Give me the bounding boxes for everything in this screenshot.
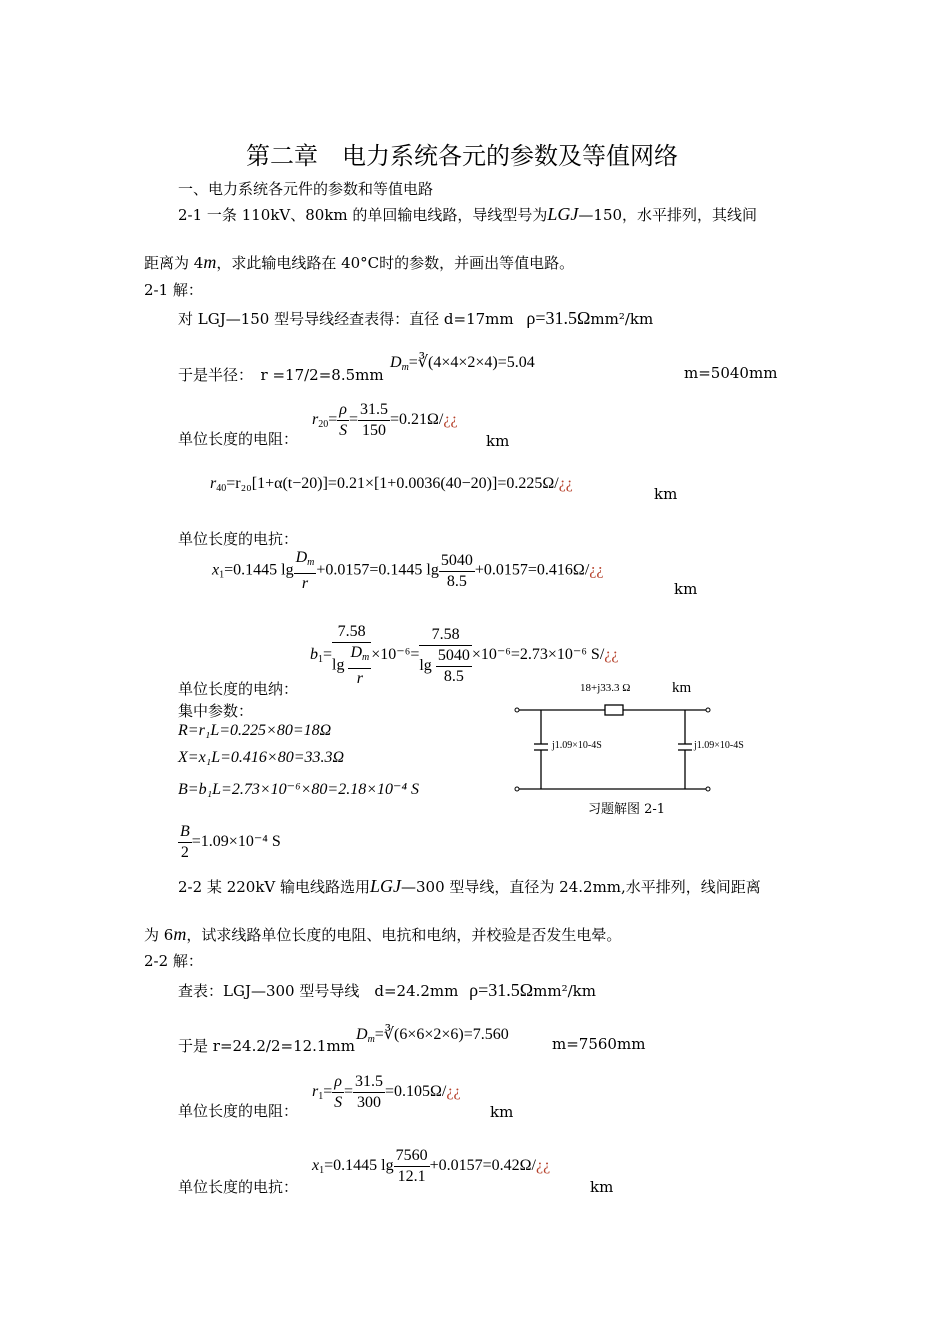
r1-eq-2-2: $r_1=$ $\frac{\rho}{S}$ = $\frac{31.5}{300}$ =0.105Ω/¿¿ (312, 1073, 461, 1111)
dm-unit-2-2: m=7560mm (552, 1035, 646, 1053)
km-unit: km (486, 432, 510, 450)
radius-2-2: 于是 r=24.2/2=12.1mm (178, 1037, 355, 1055)
dm-2-2: $D_m=∛(6\times 6\times 2\times 6)=7.560$ (356, 1026, 509, 1045)
r40-eq: $r_{40}=r_{20}[1+\alpha(t-20)]=0.21\times[1+0.0036(40-20)]=0.225\Omega/¿¿$ (210, 475, 573, 494)
solution-2-1-label: 2-1 解： (144, 281, 203, 299)
km-unit: km (654, 485, 678, 503)
solution-2-2-label: 2-2 解： (144, 952, 203, 970)
km-unit: km (490, 1103, 514, 1121)
r20-eq: $r_{20}=$ $\frac{\rho}{S}$ = $\frac{31.5}{150}$ =0.21Ω/¿¿ (312, 401, 458, 439)
dm-2-1: $D_m=∛(4\times 4\times 2\times 4)=5.04$ (390, 354, 535, 373)
r-label-2-2: 单位长度的电阻： (178, 1102, 299, 1120)
chapter-title: 第二章 电力系统各元的参数及等值网络 (246, 142, 678, 170)
lumped-label: 集中参数： (178, 702, 254, 720)
X-eq: X=x₁L=0.416×80=33.3Ω (178, 749, 345, 766)
equivalent-circuit-diagram (500, 670, 780, 830)
b1-eq: $b_1=$ 7.58 lg $\frac{D_m}{r}$ ×10⁻⁶= 7.58 lg $\frac{5040}{8.5}$ ×10⁻⁶=2.73×10⁻⁶ S/¿¿ (310, 623, 619, 687)
problem-2-1-line2: 距离为 4m，求此输电线路在 40°C时的参数，并画出等值电路。 (144, 252, 575, 272)
x-label-2-2: 单位长度的电抗： (178, 1178, 299, 1196)
lookup-2-2: 查表：LGJ—300 型号导线 d=24.2mm ρ=31.5Ωmm²/km (178, 980, 596, 1000)
right-capacitor-label: j1.09×10-4S (694, 740, 744, 751)
km-unit: km (590, 1178, 614, 1196)
Bhalf-eq: $\frac{B}{2}$ =1.09×10⁻⁴ S (180, 823, 281, 861)
R-eq: R=r₁L=0.225×80=18Ω (178, 722, 332, 739)
impedance-resistor (605, 705, 623, 715)
problem-2-2-line2: 为 6m，试求线路单位长度的电阻、电抗和电纳，并校验是否发生电晕。 (144, 924, 622, 944)
B-eq: B=b₁L=2.73×10⁻⁶×80=2.18×10⁻⁴ S (178, 781, 420, 798)
r-label-2-1: 单位长度的电阻： (178, 430, 299, 448)
problem-2-1-line1: 2-1 一条 110kV、80km 的单回输电线路，导线型号为LGJ—150，水平排列，其线间 (178, 204, 758, 224)
x1-eq-2-2: $x_1=0.1445$ lg $\frac{7560}{12.1}$ +0.0157=0.42Ω/¿¿ (312, 1147, 551, 1185)
lookup-2-1: 对 LGJ—150 型号导线经查表得：直径 d=17mm ρ=31.5Ωmm²/km (178, 308, 654, 328)
b-label-2-1: 单位长度的电纳： (178, 680, 299, 698)
dm-unit-2-1: m=5040mm (684, 364, 778, 382)
x-label-2-1: 单位长度的电抗： (178, 530, 299, 548)
x1-eq: $x_1=0.1445$ lg $\frac{D_m}{r}$ +0.0157=0.1445 lg $\frac{5040}{8.5}$ +0.0157=0.416Ω/¿¿ (212, 549, 604, 592)
impedance-label: 18+j33.3 Ω (580, 682, 631, 694)
left-capacitor-label: j1.09×10-4S (552, 740, 602, 751)
diagram-caption: 习题解图 2-1 (588, 802, 666, 817)
radius-2-1: 于是半径： r =17/2=8.5mm (178, 366, 384, 384)
problem-2-2-line1: 2-2 某 220kV 输电线路选用LGJ—300 型导线，直径为 24.2mm,水平排列，线间距离 (178, 876, 761, 896)
section-title: 一、电力系统各元件的参数和等值电路 (178, 180, 434, 198)
km-label: km (672, 680, 692, 696)
km-unit: km (674, 580, 698, 598)
